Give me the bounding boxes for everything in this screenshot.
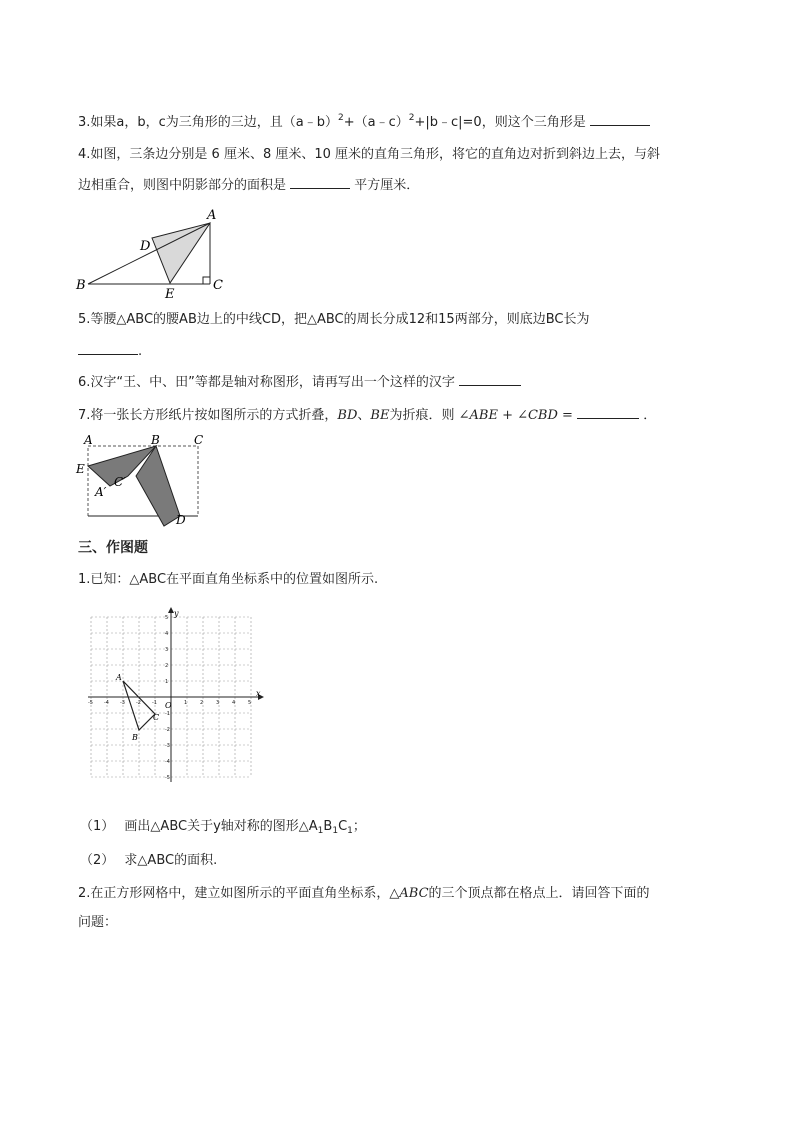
q6-answer-blank[interactable]	[459, 371, 521, 386]
p1-subquestion-1	[80, 817, 366, 841]
q3-prefix: 3.如果a，b，c为三角形的三边，且（a﹣b）	[78, 115, 338, 130]
p2-line-1	[78, 884, 650, 904]
p1-subquestion-2	[80, 851, 217, 871]
p1-y-tick-label: -5	[165, 775, 170, 781]
q4-label-c: C	[213, 278, 223, 293]
q4-line-2-suffix: 平方厘米．	[354, 178, 420, 193]
q4-label-d: D	[140, 239, 151, 254]
q7-label-c: C	[194, 433, 204, 447]
question-6	[78, 371, 521, 393]
p1-sub1-end: ；	[352, 819, 366, 834]
q7-label-b: B	[151, 433, 160, 447]
q7-label-e: E	[76, 462, 85, 476]
p2-triangle-symbol: △ABC	[389, 886, 429, 901]
p1-label-c: C	[153, 713, 160, 722]
p1-y-tick-label: 5	[165, 615, 169, 621]
p1-y-tick-label: -2	[165, 727, 170, 733]
p1-label-a: A	[116, 673, 122, 682]
q7-crease-be: BE	[370, 408, 390, 423]
q3-exponent-1: 2	[338, 113, 344, 123]
q4-line-2	[78, 174, 419, 196]
p2-line-2: 问题：	[78, 915, 118, 930]
p1-axis-label-x: x	[256, 689, 261, 698]
q3-suffix: +|b﹣c|=0，则这个三角形是	[414, 115, 586, 130]
q4-answer-blank[interactable]	[290, 174, 350, 189]
p1-sub1-number: （1）	[80, 819, 115, 834]
p1-x-tick-label: -2	[136, 700, 141, 706]
p2-line-1-prefix: 2.在正方形网格中，建立如图所示的平面直角坐标系，	[78, 886, 390, 901]
q4-label-a: A	[207, 208, 217, 223]
q4-line-2-prefix: 边相重合，则图中阴影部分的面积是	[78, 178, 287, 193]
p2-line-1-suffix: 的三个顶点都在格点上．请回答下面的	[428, 886, 650, 901]
q7-answer-blank[interactable]	[577, 404, 639, 419]
p1-y-tick-label: 2	[165, 663, 169, 669]
q7-label-a: A	[84, 433, 93, 447]
p1-tick-labels	[88, 615, 251, 781]
p1-sub2-number: （2）	[80, 853, 115, 868]
p1-origin-label: O	[165, 701, 172, 710]
p1-sub1-b: B	[323, 819, 333, 834]
p1-x-tick-label: -1	[152, 700, 157, 706]
q3-exponent-2: 2	[408, 113, 415, 123]
q7-label-a-prime: A′	[95, 485, 107, 499]
p1-sub1-subscript-b: 1	[332, 826, 339, 836]
p1-y-tick-label: 3	[165, 647, 169, 653]
p1-sub1-subscript-c: 1	[347, 826, 353, 836]
q3-answer-blank[interactable]	[590, 111, 650, 126]
p1-coordinate-grid	[80, 607, 265, 787]
q7-separator: 、	[357, 408, 371, 423]
q5-period: .	[138, 344, 143, 359]
q7-angle-expression: ∠ABE + ∠CBD =	[458, 408, 573, 423]
p1-x-tick-label: 2	[200, 700, 204, 706]
question-3	[78, 108, 650, 133]
p1-x-tick-label: 3	[216, 700, 220, 706]
p1-x-tick-label: -3	[120, 700, 125, 706]
q7-crease-bd: BD	[337, 408, 358, 423]
q5-line-1: 5.等腰△ABC的腰AB边上的中线CD，把△ABC的周长分成12和15两部分，则底边BC长为	[78, 312, 590, 327]
q4-shaded-region	[152, 223, 210, 283]
p1-x-tick-label: 5	[248, 700, 252, 706]
q3-mid: +（a﹣c）	[343, 115, 409, 130]
p1-y-tick-label: -3	[165, 743, 170, 749]
p1-y-tick-label: 4	[165, 631, 169, 637]
p1-sub1-text: 画出△ABC关于y轴对称的图形△A	[124, 819, 318, 834]
q7-label-c-prime: C′	[114, 475, 126, 489]
q4-label-b: B	[76, 278, 86, 293]
p1-sub1-c: C	[338, 819, 348, 834]
p1-x-tick-label: -4	[104, 700, 109, 706]
q4-label-e: E	[165, 287, 175, 302]
q7-suffix: ．	[643, 408, 657, 423]
p1-y-tick-label: 1	[165, 679, 169, 685]
p1-statement: 1.已知：△ABC在平面直角坐标系中的位置如图所示.	[78, 572, 379, 587]
p1-y-tick-label: -4	[165, 759, 170, 765]
p1-label-b: B	[132, 733, 138, 742]
q7-mid: 为折痕．则	[389, 408, 455, 423]
p1-axis-label-y: y	[174, 609, 179, 618]
q7-prefix: 7.将一张长方形纸片按如图所示的方式折叠，	[78, 408, 338, 423]
q4-line-1: 4.如图，三条边分别是 6 厘米、8 厘米、10 厘米的直角三角形，将它的直角边对折到斜边上去，与斜	[78, 147, 661, 162]
p1-sub2-text: 求△ABC的面积.	[124, 853, 218, 868]
p1-x-tick-label: -5	[88, 700, 93, 706]
q7-fold-figure	[72, 432, 212, 530]
p1-x-tick-label: 4	[232, 700, 236, 706]
q4-triangle-figure	[70, 204, 230, 302]
question-7	[78, 404, 656, 426]
p1-sub1-subscript-a: 1	[317, 826, 324, 836]
q7-label-d: D	[176, 513, 186, 527]
q6-text: 6.汉字“王、中、田”等都是轴对称图形，请再写出一个这样的汉字	[78, 375, 455, 390]
q4-right-angle-mark	[203, 277, 210, 284]
p1-y-tick-label: -1	[165, 711, 170, 717]
q5-answer-blank[interactable]	[78, 340, 138, 355]
q5-line-2	[78, 340, 142, 362]
section-3-title: 三、作图题	[78, 540, 148, 556]
p1-x-tick-label: 1	[184, 700, 188, 706]
